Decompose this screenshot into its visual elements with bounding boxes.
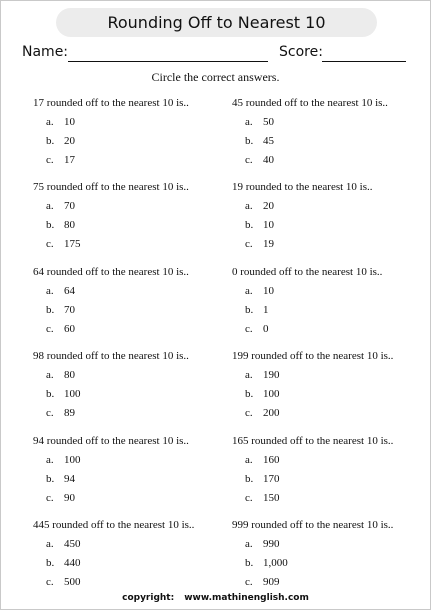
- option-letter: a.: [245, 454, 253, 466]
- question-item: [33, 435, 233, 515]
- question-text: 445 rounded off to the nearest 10 is..: [33, 519, 195, 531]
- option-value: 0: [263, 323, 269, 335]
- answer-option[interactable]: [46, 154, 75, 166]
- option-value: 450: [64, 538, 81, 550]
- answer-option[interactable]: [245, 238, 274, 250]
- option-value: 1,000: [263, 557, 288, 569]
- option-letter: c.: [46, 407, 54, 419]
- copyright-label: copyright:: [122, 593, 175, 603]
- option-value: 64: [64, 285, 75, 297]
- option-letter: b.: [245, 473, 254, 485]
- question-item: [232, 266, 431, 346]
- answer-option[interactable]: [46, 388, 81, 400]
- option-letter: c.: [46, 323, 54, 335]
- option-value: 100: [64, 388, 81, 400]
- answer-option[interactable]: [46, 219, 75, 231]
- option-value: 80: [64, 369, 75, 381]
- answer-option[interactable]: [245, 492, 280, 504]
- option-value: 200: [263, 407, 280, 419]
- option-value: 20: [64, 135, 75, 147]
- option-letter: b.: [245, 135, 254, 147]
- question-item: [33, 519, 233, 599]
- option-value: 70: [64, 200, 75, 212]
- option-letter: c.: [46, 576, 54, 588]
- answer-option[interactable]: [245, 454, 280, 466]
- site-link[interactable]: www.mathinenglish.com: [184, 593, 309, 603]
- option-letter: a.: [245, 285, 253, 297]
- option-value: 17: [64, 154, 75, 166]
- answer-option[interactable]: [245, 323, 269, 335]
- answer-option[interactable]: [46, 576, 81, 588]
- answer-option[interactable]: [46, 116, 75, 128]
- question-text: 999 rounded off to the nearest 10 is..: [232, 519, 394, 531]
- question-text: 0 rounded off to the nearest 10 is..: [232, 266, 383, 278]
- question-text: 19 rounded to the nearest 10 is..: [232, 181, 373, 193]
- option-letter: a.: [46, 285, 54, 297]
- option-letter: a.: [46, 200, 54, 212]
- option-value: 89: [64, 407, 75, 419]
- option-value: 80: [64, 219, 75, 231]
- answer-option[interactable]: [46, 454, 81, 466]
- answer-option[interactable]: [245, 304, 269, 316]
- option-value: 10: [263, 219, 274, 231]
- option-letter: c.: [245, 492, 253, 504]
- question-item: [232, 519, 431, 599]
- option-value: 10: [64, 116, 75, 128]
- answer-option[interactable]: [46, 200, 75, 212]
- answer-option[interactable]: [46, 238, 81, 250]
- answer-option[interactable]: [245, 116, 274, 128]
- option-letter: a.: [46, 538, 54, 550]
- question-text: 98 rounded off to the nearest 10 is..: [33, 350, 189, 362]
- option-value: 190: [263, 369, 280, 381]
- question-text: 64 rounded off to the nearest 10 is..: [33, 266, 189, 278]
- option-value: 160: [263, 454, 280, 466]
- option-letter: b.: [245, 304, 254, 316]
- option-letter: c.: [245, 154, 253, 166]
- option-value: 90: [64, 492, 75, 504]
- question-item: [33, 181, 233, 261]
- question-text: 165 rounded off to the nearest 10 is..: [232, 435, 394, 447]
- option-letter: b.: [245, 557, 254, 569]
- answer-option[interactable]: [46, 492, 75, 504]
- option-value: 50: [263, 116, 274, 128]
- option-letter: c.: [245, 576, 253, 588]
- option-letter: b.: [46, 304, 55, 316]
- option-value: 990: [263, 538, 280, 550]
- answer-option[interactable]: [46, 407, 75, 419]
- option-letter: a.: [46, 454, 54, 466]
- option-letter: c.: [245, 407, 253, 419]
- option-value: 500: [64, 576, 81, 588]
- option-value: 19: [263, 238, 274, 250]
- option-value: 20: [263, 200, 274, 212]
- answer-option[interactable]: [245, 576, 280, 588]
- option-letter: a.: [245, 369, 253, 381]
- option-letter: a.: [245, 200, 253, 212]
- answer-option[interactable]: [46, 304, 75, 316]
- option-letter: c.: [46, 154, 54, 166]
- answer-option[interactable]: [46, 285, 75, 297]
- answer-option[interactable]: [46, 135, 75, 147]
- option-value: 60: [64, 323, 75, 335]
- option-letter: a.: [46, 116, 54, 128]
- answer-option[interactable]: [46, 473, 75, 485]
- option-letter: c.: [46, 492, 54, 504]
- name-blank-line[interactable]: [68, 61, 268, 62]
- option-letter: b.: [245, 219, 254, 231]
- answer-option[interactable]: [46, 557, 81, 569]
- option-value: 100: [64, 454, 81, 466]
- score-blank-line[interactable]: [322, 61, 406, 62]
- option-value: 1: [263, 304, 269, 316]
- answer-option[interactable]: [46, 369, 75, 381]
- answer-option[interactable]: [245, 538, 280, 550]
- score-label: Score:: [279, 44, 323, 60]
- answer-option[interactable]: [46, 323, 75, 335]
- option-letter: b.: [46, 557, 55, 569]
- option-value: 909: [263, 576, 280, 588]
- option-value: 100: [263, 388, 280, 400]
- name-label: Name:: [22, 44, 69, 60]
- answer-option[interactable]: [245, 135, 274, 147]
- question-text: 17 rounded off to the nearest 10 is..: [33, 97, 189, 109]
- option-letter: b.: [46, 388, 55, 400]
- question-item: [33, 350, 233, 430]
- option-letter: c.: [245, 238, 253, 250]
- option-value: 10: [263, 285, 274, 297]
- option-value: 440: [64, 557, 81, 569]
- question-text: 45 rounded off to the nearest 10 is..: [232, 97, 388, 109]
- option-letter: c.: [245, 323, 253, 335]
- question-text: 199 rounded off to the nearest 10 is..: [232, 350, 394, 362]
- answer-option[interactable]: [245, 407, 280, 419]
- question-item: [33, 266, 233, 346]
- question-text: 94 rounded off to the nearest 10 is..: [33, 435, 189, 447]
- option-letter: a.: [245, 116, 253, 128]
- answer-option[interactable]: [245, 369, 280, 381]
- option-value: 45: [263, 135, 274, 147]
- option-letter: b.: [46, 473, 55, 485]
- option-value: 40: [263, 154, 274, 166]
- option-value: 150: [263, 492, 280, 504]
- answer-option[interactable]: [46, 538, 81, 550]
- option-letter: b.: [46, 219, 55, 231]
- option-value: 70: [64, 304, 75, 316]
- instruction-text: Circle the correct answers.: [151, 70, 280, 84]
- option-letter: c.: [46, 238, 54, 250]
- answer-option[interactable]: [245, 200, 274, 212]
- title-text: Rounding Off to Nearest 10: [107, 13, 326, 32]
- answer-option[interactable]: [245, 557, 288, 569]
- answer-option[interactable]: [245, 219, 274, 231]
- question-text: 75 rounded off to the nearest 10 is..: [33, 181, 189, 193]
- option-letter: b.: [245, 388, 254, 400]
- name-score-row: [16, 44, 416, 64]
- question-item: [232, 181, 431, 261]
- question-item: [33, 97, 233, 177]
- worksheet-title: [56, 8, 377, 37]
- option-value: 175: [64, 238, 81, 250]
- footer: [0, 593, 431, 603]
- option-letter: a.: [245, 538, 253, 550]
- option-value: 94: [64, 473, 75, 485]
- option-value: 170: [263, 473, 280, 485]
- option-letter: a.: [46, 369, 54, 381]
- question-item: [232, 435, 431, 515]
- question-item: [232, 350, 431, 430]
- question-item: [232, 97, 431, 177]
- answer-option[interactable]: [245, 154, 274, 166]
- option-letter: b.: [46, 135, 55, 147]
- answer-option[interactable]: [245, 285, 274, 297]
- answer-option[interactable]: [245, 473, 280, 485]
- answer-option[interactable]: [245, 388, 280, 400]
